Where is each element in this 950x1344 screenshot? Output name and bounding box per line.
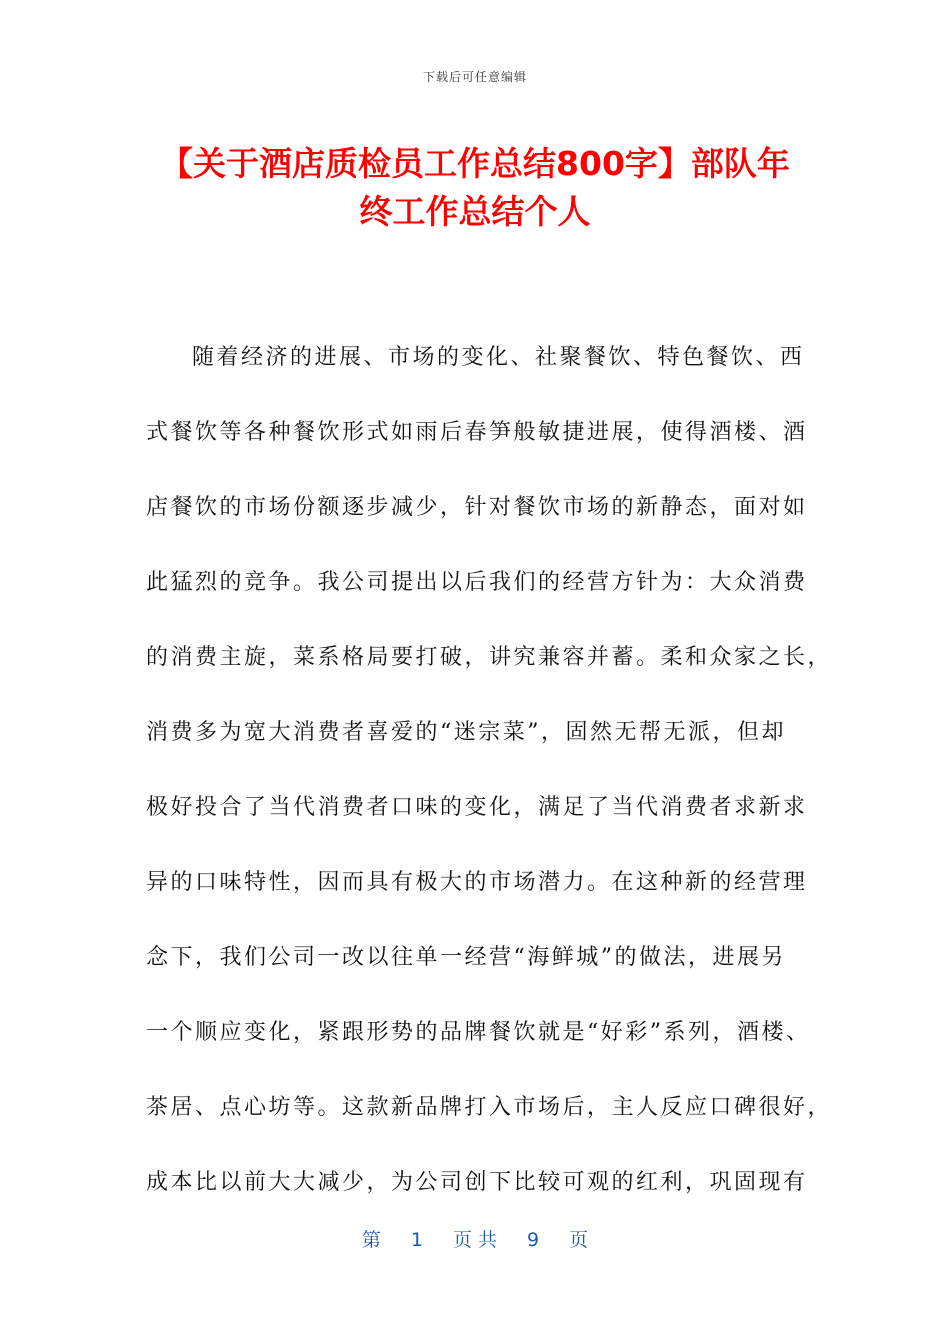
body-line: 此猛烈的竞争。我公司提出以后我们的经营方针为：大众消费 (146, 570, 808, 595)
total-pages-number: 9 (527, 1229, 540, 1251)
body-line: 随着经济的进展、市场的变化、社聚餐饮、特色餐饮、西 (192, 345, 805, 370)
body-line: 消费多为宽大消费者喜爱的“迷宗菜”，固然无帮无派，但却 (146, 720, 786, 745)
body-paragraph (146, 320, 833, 1220)
body-line: 异的口味特性，因而具有极大的市场潜力。在这种新的经营理 (146, 870, 808, 895)
current-page-number: 1 (410, 1229, 423, 1251)
body-line: 的消费主旋，菜系格局要打破，讲究兼容并蓄。柔和众家之长， (146, 645, 833, 670)
footer-suffix: 页 (569, 1229, 589, 1251)
footer-prefix: 第 (361, 1229, 381, 1251)
title-line-2: 终工作总结个人 (359, 192, 591, 231)
body-line: 一个顺应变化，紧跟形势的品牌餐饮就是“好彩”系列，酒楼、 (146, 1020, 811, 1045)
header-note: 下载后可任意编辑 (422, 70, 527, 84)
title-line-1: 【关于酒店质检员工作总结800字】部队年 (160, 144, 790, 183)
body-line: 店餐饮的市场份额逐步减少，针对餐饮市场的新静态，面对如 (146, 495, 808, 520)
document-title (120, 140, 830, 236)
page-footer (0, 1225, 950, 1252)
body-line: 式餐饮等各种餐饮形式如雨后春笋般敏捷进展，使得酒楼、酒 (146, 420, 808, 445)
footer-middle: 页 共 (452, 1229, 498, 1251)
body-line: 念下，我们公司一改以往单一经营“海鲜城”的做法，进展另 (146, 945, 786, 970)
body-line: 极好投合了当代消费者口味的变化，满足了当代消费者求新求 (146, 795, 808, 820)
body-line: 成本比以前大大减少，为公司创下比较可观的红利，巩固现有 (146, 1170, 808, 1195)
body-line: 茶居、点心坊等。这款新品牌打入市场后，主人反应口碑很好， (146, 1095, 833, 1120)
